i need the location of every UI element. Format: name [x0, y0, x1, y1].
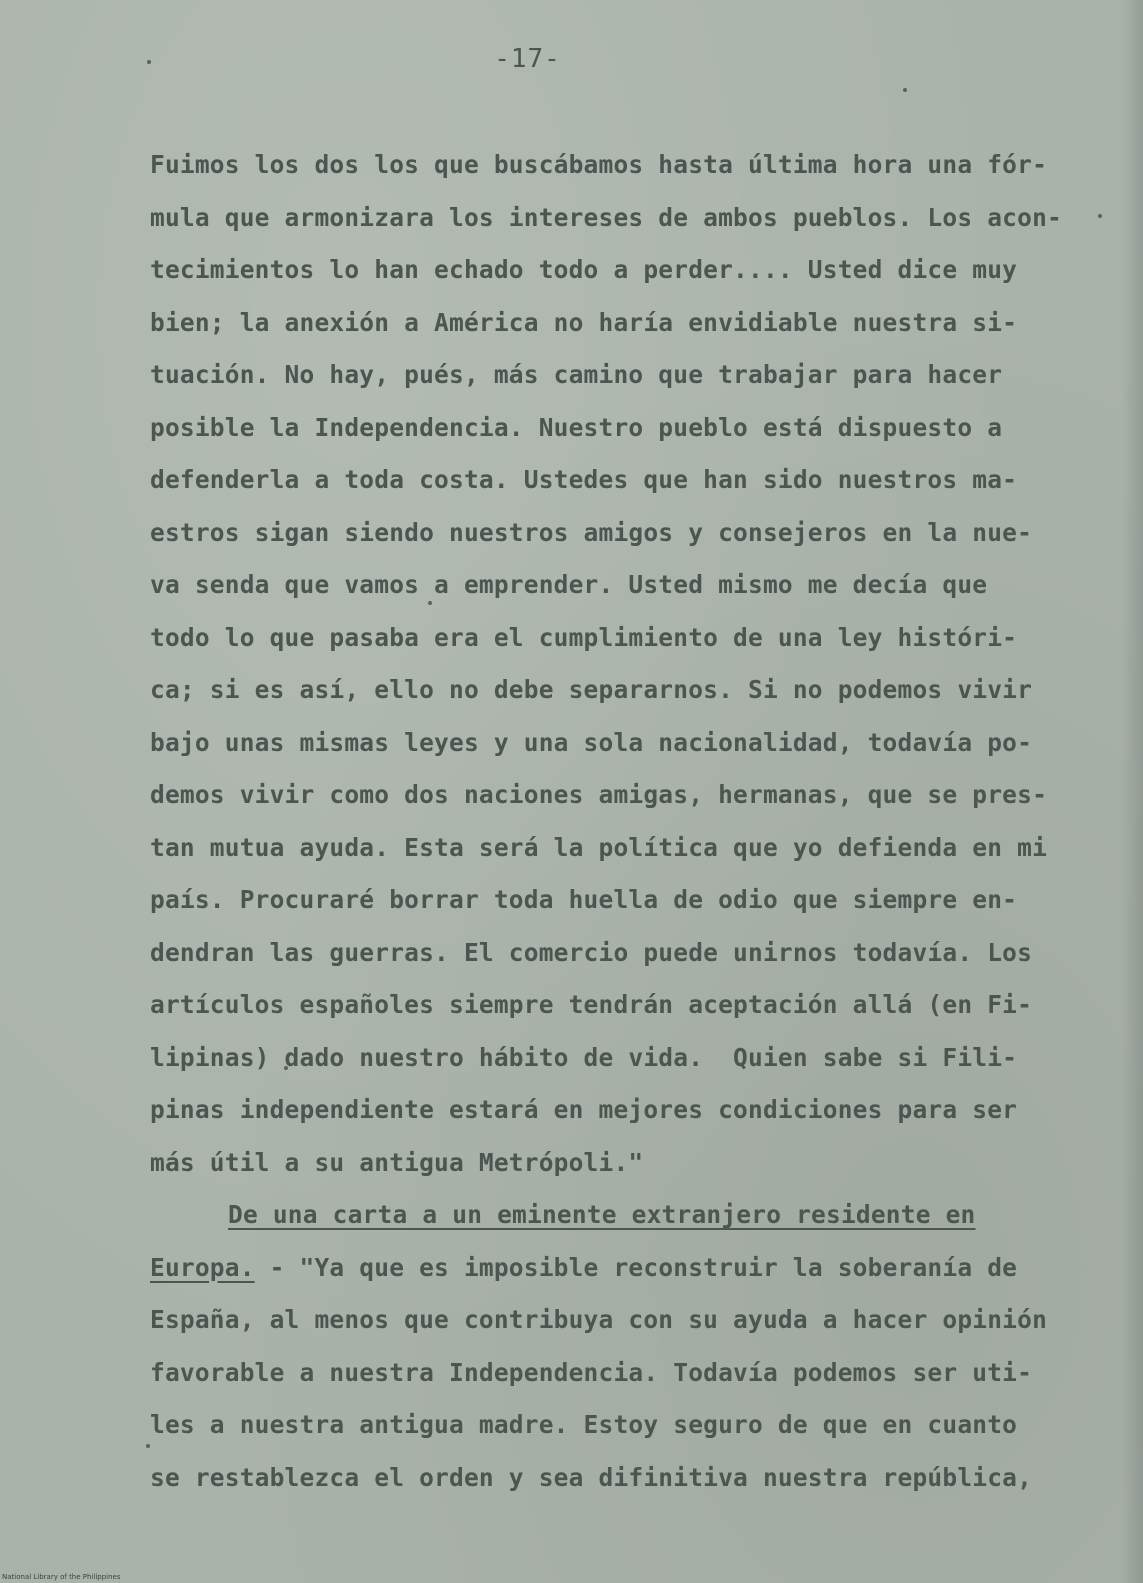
text-line: lipinas) dado nuestro hábito de vida. Quien sabe si Fili-: [150, 1042, 1018, 1072]
text-line: España, al menos que contribuya con su ayuda a hacer opinión: [150, 1305, 1048, 1334]
letter-heading: De una carta a un eminente extranjero residente en: [228, 1200, 976, 1229]
text-line: artículos españoles siempre tendrán aceptación allá (en Fi-: [150, 990, 1033, 1019]
text-line: más útil a su antigua Metrópoli.": [150, 1147, 644, 1177]
letter-heading-line: [150, 1197, 1090, 1250]
text-line: tan mutua ayuda. Esta será la política que yo defienda en mi: [150, 832, 1048, 862]
letter-text: - "Ya que es imposible reconstruir la soberanía de: [254, 1252, 1018, 1282]
letter-first-line: [150, 1250, 1090, 1303]
text-line: les a nuestra antigua madre. Estoy seguro de que en cuanto: [150, 1410, 1018, 1439]
letter-heading-cont: Europa.: [150, 1252, 255, 1282]
text-line: bajo unas mismas leyes y una sola nacionalidad, todavía po-: [150, 727, 1033, 757]
speck-mark: [903, 88, 907, 92]
speck-mark: [1098, 214, 1102, 218]
text-line: pinas independiente estará en mejores condiciones para ser: [150, 1095, 1018, 1124]
text-line: mula que armonizara los intereses de ambos pueblos. Los acon-: [150, 202, 1062, 232]
text-line: ca; si es así, ello no debe separarnos. Si no podemos vivir: [150, 675, 1033, 704]
page-number: -17-: [494, 44, 561, 74]
text-line: tecimientos lo han echado todo a perder.... Usted dice muy: [150, 255, 1018, 284]
text-line: se restablezca el orden y sea difinitiva nuestra república,: [150, 1462, 1033, 1492]
text-line: va senda que vamos a emprender. Usted mismo me decía que: [150, 570, 988, 599]
text-line: todo lo que pasaba era el cumplimiento de una ley históri-: [150, 622, 1018, 652]
text-line: defenderla a toda costa. Ustedes que han sido nuestros ma-: [150, 465, 1018, 494]
text-line: demos vivir como dos naciones amigas, hermanas, que se pres-: [150, 780, 1048, 809]
text-line: tuación. No hay, pués, más camino que trabajar para hacer: [150, 360, 1003, 389]
text-line: favorable a nuestra Independencia. Todavía podemos ser uti-: [150, 1357, 1033, 1387]
text-line: posible la Independencia. Nuestro pueblo está dispuesto a: [150, 412, 1003, 442]
body-text: [150, 147, 1090, 1512]
text-line: dendran las guerras. El comercio puede unirnos todavía. Los: [150, 937, 1033, 967]
text-line: bien; la anexión a América no haría envidiable nuestra si-: [150, 307, 1018, 337]
text-line: estros sigan siendo nuestros amigos y consejeros en la nue-: [150, 517, 1033, 547]
page-edge-shadow: [1121, 0, 1143, 1583]
text-line: país. Procuraré borrar toda huella de odio que siempre en-: [150, 885, 1018, 914]
text-line: Fuimos los dos los que buscábamos hasta última hora una fór-: [150, 150, 1048, 179]
library-credit: National Library of the Philippines: [2, 1573, 121, 1581]
